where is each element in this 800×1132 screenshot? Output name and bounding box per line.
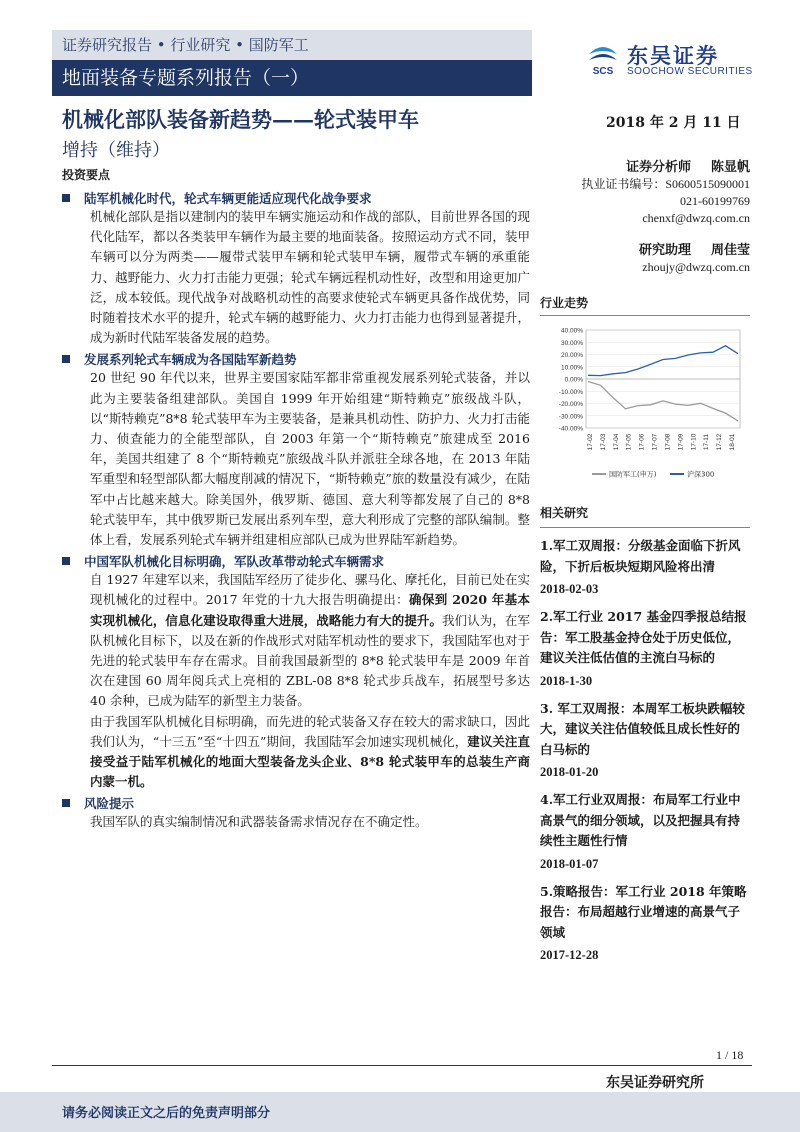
y-tick-label: 10.00% (560, 364, 583, 372)
report-header-band (52, 30, 532, 96)
related-date: 2018-1-30 (540, 673, 593, 688)
y-tick-label: -30.00% (558, 413, 583, 421)
x-tick-label: 17-12 (716, 433, 724, 451)
y-tick-label: 40.00% (560, 327, 583, 335)
brand-logo-icon (585, 42, 621, 78)
trend-label: 行业走势 (540, 296, 589, 310)
analyst-name: 陈显帆 (710, 159, 750, 175)
divider (540, 527, 750, 528)
bullet-square-icon (62, 557, 70, 565)
report-title: 机械化部队装备新趋势——轮式装甲车 (62, 107, 419, 132)
body-text: 自 1927 年建军以来，我国陆军经历了徒步化、骡马化、摩托化，目前已处在实现机械化的过程中。2017 年党的十九大报告明确提出： (90, 572, 530, 608)
brand-name-cn: 东吴证券 (627, 43, 719, 68)
y-tick-label: 0.00% (564, 376, 583, 384)
x-tick-label: 17-05 (625, 433, 633, 451)
related-item: 4.军工行业双周报：布局军工行业中高景气的细分领域，以及把握具有持续性主题性行情 (540, 792, 741, 848)
page-number: 1 / 18 (716, 1048, 744, 1062)
cert-number: 执业证书编号：S0600515090001 (581, 177, 750, 191)
trend-chart (540, 324, 750, 484)
x-tick-label: 17-07 (651, 433, 659, 451)
analyst-name: 周佳莹 (710, 242, 750, 258)
y-tick-label: 30.00% (560, 339, 583, 347)
section-heading (62, 350, 530, 368)
section-heading (62, 552, 530, 570)
footer-institute: 东吴证券研究所 (606, 1075, 704, 1091)
section-heading-text: 中国军队机械化目标明确，军队改革带动轮式车辆需求 (84, 554, 385, 570)
section-heading (62, 794, 530, 812)
body-emphasis: 确保到 2020 年基本实现机械化，信息化建设取得重大进展，战略能力有大的提升。 (90, 592, 530, 628)
brand-name-en: SOOCHOW SECURITIES (627, 66, 753, 77)
related-item: 2.军工行业 2017 基金四季报总结报告：军工股基金持仓处于历史低位，建议关注低估值的主流白马标的 (540, 609, 747, 665)
related-date: 2018-01-20 (540, 765, 599, 779)
y-tick-label: -10.00% (558, 388, 583, 396)
section-body (62, 570, 530, 711)
body-text: 我们认为，在军队机械化目标下，以及在新的作战形式对陆军机动性的要求下，我国陆军也对于先进的轮式装甲车存在需求。目前我国最新型的 8*8 轮式装甲车是 2009 年首次在建国 60 周年阅兵式上亮相的 ZBL-08 8*8 轮式步兵战车，拓展型号多达 40 余种，已成为陆军的新型主力装备。 (90, 612, 530, 709)
section-heading-text: 风险提示 (84, 796, 135, 812)
y-tick-label: -20.00% (558, 401, 583, 408)
x-tick-label: 17-10 (690, 433, 698, 451)
x-tick-label: 17-08 (664, 433, 672, 451)
related-item: 1.军工双周报：分级基金面临下折风险，下折后板块短期风险将出清 (540, 538, 741, 574)
section-heading (62, 189, 530, 207)
x-tick-label: 17-03 (599, 433, 607, 451)
related-list (540, 536, 750, 965)
y-tick-label: 20.00% (560, 352, 583, 359)
section-body: 我国军队的真实编制情况和武器装备需求情况存在不确定性。 (90, 814, 428, 830)
brand-logo-text: SCS (592, 66, 614, 77)
section-body (62, 712, 530, 793)
report-date: 2018 年 2 月 11 日 (606, 115, 741, 131)
x-tick-label: 17-09 (677, 433, 685, 451)
report-category: 证券研究报告 • 行业研究 • 国防军工 (52, 30, 532, 60)
x-tick-label: 17-04 (612, 433, 620, 451)
analyst-role: 研究助理 (638, 242, 691, 258)
bullet-square-icon (62, 194, 70, 202)
x-tick-label: 17-06 (638, 433, 646, 451)
x-tick-label: 17-02 (587, 433, 594, 451)
related-date: 2018-02-03 (540, 582, 599, 596)
related-date: 2018-01-07 (540, 856, 599, 871)
brand-logo (585, 40, 755, 85)
footer-divider (52, 1065, 752, 1066)
section-heading-text: 发展系列轮式车辆成为各国陆军新趋势 (84, 352, 297, 368)
body-text: 由于我国军队机械化目标明确，而先进的轮式装备又存在较大的需求缺口，因此我们认为，“十三五”至“十四五”期间，我国陆军会加速实现机械化， (90, 713, 530, 749)
x-tick-label: 17-11 (703, 433, 711, 451)
section-body: 20 世纪 90 年代以来，世界主要国家陆军都非常重视发展系列轮式装备，并以此为主要装备组建部队。美国自 1999 年开始组建“斯特赖克”旅级战斗队，以“斯特赖克”8*8 轮式装甲车为主要装备，是兼具机动性、防护力、火力打击能力、侦查能力的全能型部队，自 2003 年第一个“斯特赖克”旅建成至 2016 年，美国共组建了 8 个“斯特赖克”旅级战斗队并派驻全球各地，在 2013 年陆军重型和轻型部队都大幅度削减的情况下，“斯特赖克”旅的数量没有减少，在陆军中占比越来越大。除美国外，俄罗斯、德国、意大利等都发展了自己的 8*8 轮式装甲车，其中俄罗斯已发展出系列车型，意大利形成了完整的部队编制。整体上看，发展系列轮式车辆并组建相应部队已成为世界陆军新趋势。 (90, 370, 530, 548)
legend-label: 沪深300 (687, 470, 715, 479)
y-tick-label: -40.00% (558, 425, 583, 433)
section-body: 机械化部队是指以建制内的装甲车辆实施运动和作战的部队，目前世界各国的现代化陆军，都以各类装甲车辆作为最主要的地面装备。按照运动方式不同，装甲车辆可以分为两类——履带式装甲车辆和轮式装甲车辆，履带式车辆的承重能力、越野能力、火力打击能力更强；轮式车辆远程机动性好，改型和用途更加广泛，成本较低。现代战争对战略机动性的高要求使轮式车辆更具备作战优势，同时随着技术水平的提升，轮式车辆的越野能力、火力打击能力也得到显著提升，成为新时代陆军装备发展的趋势。 (90, 209, 530, 346)
rating: 增持（维持） (62, 140, 170, 161)
analyst-primary (540, 154, 750, 176)
related-item: 3. 军工双周报：本周军工板块跌幅较大，建议关注估值较低且成长性好的白马标的 (540, 700, 745, 757)
investment-points (62, 166, 530, 833)
email: zhoujy@dwzq.com.cn (642, 260, 750, 274)
bullet-square-icon (62, 799, 70, 807)
analyst-role: 证券分析师 (625, 159, 691, 175)
sidebar (540, 154, 750, 973)
legend-label: 国防军工(申万) (609, 470, 657, 479)
phone: 021-60199769 (680, 194, 750, 208)
bullet-square-icon (62, 355, 70, 363)
section-heading-text: 陆军机械化时代，轮式车辆更能适应现代化战争要求 (84, 191, 372, 206)
email: chenxf@dwzq.com.cn (642, 211, 750, 225)
related-item: 5.策略报告：军工行业 2018 年策略报告：布局超越行业增速的高景气子领域 (540, 883, 747, 940)
footer-disclaimer: 请务必阅读正文之后的免责声明部分 (62, 1106, 271, 1121)
analyst-assistant (540, 237, 750, 259)
divider (540, 315, 750, 316)
report-series: 地面装备专题系列报告（一） (52, 60, 532, 96)
x-tick-label: 18-01 (729, 433, 736, 451)
investment-label: 投资要点 (62, 168, 111, 182)
related-label: 相关研究 (540, 506, 589, 520)
body-emphasis: 建议关注直接受益于陆军机械化的地面大型装备龙头企业、8*8 轮式装甲车的总装生产商内蒙一机。 (90, 733, 530, 790)
related-date: 2017-12-28 (540, 948, 599, 962)
